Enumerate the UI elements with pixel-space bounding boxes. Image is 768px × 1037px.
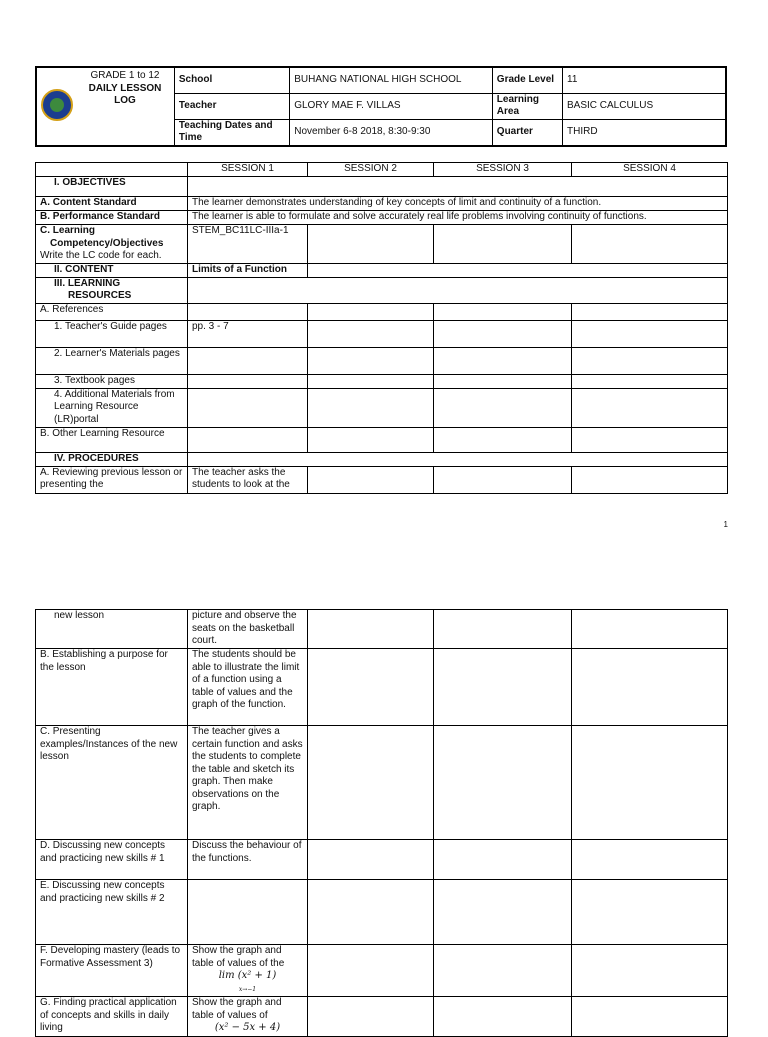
page-2	[0, 572, 768, 1033]
session-4-header: SESSION 4	[572, 163, 728, 177]
procedure-a-label-cont: new lesson	[36, 610, 188, 649]
objectives-heading: I. OBJECTIVES	[36, 177, 188, 197]
procedure-a-value-cont: picture and observe the seats on the basketball court.	[188, 610, 308, 649]
competency-label-line-1: C. Learning	[40, 225, 96, 236]
session-2-header: SESSION 2	[308, 163, 434, 177]
lesson-table	[35, 162, 728, 494]
other-resource-label: B. Other Learning Resource	[36, 427, 188, 452]
procedures-heading: IV. PROCEDURES	[36, 452, 188, 466]
procedure-g-text: Show the graph and table of values of	[192, 997, 282, 1021]
resources-heading-line-2: RESOURCES	[68, 290, 132, 301]
procedure-c-value: The teacher gives a certain function and asks the students to complete the table and sketch its graph. Then make observations on the graph.	[188, 726, 308, 840]
dates-label: Teaching Dates and Time	[174, 119, 289, 146]
procedure-d-label: D. Discussing new concepts and practicing new skills # 1	[36, 840, 188, 880]
session-1-header: SESSION 1	[188, 163, 308, 177]
resources-heading-line-1: III. LEARNING	[54, 277, 121, 289]
procedure-f-value	[188, 945, 308, 997]
resources-heading	[36, 277, 188, 303]
competency-code: STEM_BC11LC-IIIa-1	[188, 225, 308, 264]
school-value: BUHANG NATIONAL HIGH SCHOOL	[290, 67, 493, 93]
textbook-label: 3. Textbook pages	[36, 374, 188, 388]
competency-label-line-2: Competency/Objectives	[50, 237, 164, 249]
limit-expression: lim (x² + 1) x→−1	[218, 970, 277, 993]
procedure-a-value: The teacher asks the students to look at the	[188, 466, 308, 493]
teachers-guide-value: pp. 3 - 7	[188, 320, 308, 347]
teacher-value: GLORY MAE F. VILLAS	[290, 93, 493, 119]
grade-value: 11	[563, 67, 727, 93]
blank-corner	[36, 163, 188, 177]
dll-title	[76, 67, 174, 146]
deped-seal-icon	[41, 89, 73, 121]
teachers-guide-label: 1. Teacher's Guide pages	[36, 320, 188, 347]
page-gap	[0, 535, 768, 572]
content-standard-value: The learner demonstrates understanding of key concepts of limit and continuity of a function.	[188, 197, 728, 211]
area-label: Learning Area	[492, 93, 562, 119]
content-value: Limits of a Function	[188, 263, 308, 277]
teacher-label: Teacher	[174, 93, 289, 119]
procedure-e-label: E. Discussing new concepts and practicing new skills # 2	[36, 880, 188, 945]
learners-materials-label: 2. Learner's Materials pages	[36, 347, 188, 374]
procedure-b-label: B. Establishing a purpose for the lesson	[36, 649, 188, 726]
header-table	[35, 66, 727, 147]
procedure-f-text: Show the graph and table of values of the	[192, 945, 285, 969]
references-label: A. References	[36, 303, 188, 320]
deped-seal-cell	[36, 67, 76, 146]
procedure-a-label: A. Reviewing previous lesson or presenting the	[36, 466, 188, 493]
grade-label: Grade Level	[492, 67, 562, 93]
procedure-f-label: F. Developing mastery (leads to Formative Assessment 3)	[36, 945, 188, 997]
dates-value: November 6-8 2018, 8:30-9:30	[290, 119, 493, 146]
procedure-g-label: G. Finding practical application of concepts and skills in daily living	[36, 997, 188, 1037]
performance-standard-value: The learner is able to formulate and solve accurately real life problems involving continuity of functions.	[188, 211, 728, 225]
procedure-g-value	[188, 997, 308, 1037]
school-label: School	[174, 67, 289, 93]
area-value: BASIC CALCULUS	[563, 93, 727, 119]
competency-note: Write the LC code for each.	[40, 250, 162, 261]
procedure-b-value: The students should be able to illustrate the limit of a function using a table of values and the graph of the function.	[188, 649, 308, 726]
lesson-table-continued	[35, 609, 728, 1037]
quarter-label: Quarter	[492, 119, 562, 146]
content-standard-label: A. Content Standard	[36, 197, 188, 211]
title-line-2: DAILY LESSON	[88, 82, 162, 94]
session-3-header: SESSION 3	[434, 163, 572, 177]
function-expression: (x² − 5x + 4)	[214, 1022, 281, 1033]
title-line-3: LOG	[114, 95, 136, 106]
additional-materials-label: 4. Additional Materials from Learning Resource (LR)portal	[36, 388, 188, 427]
title-line-1: GRADE 1 to 12	[90, 70, 160, 81]
objectives-blank	[188, 177, 728, 197]
competency-label	[36, 225, 188, 264]
procedure-d-value: Discuss the behaviour of the functions.	[188, 840, 308, 880]
performance-standard-label: B. Performance Standard	[36, 211, 188, 225]
content-heading: II. CONTENT	[36, 263, 188, 277]
procedure-c-label: C. Presenting examples/Instances of the new lesson	[36, 726, 188, 840]
quarter-value: THIRD	[563, 119, 727, 146]
page-number: 1	[723, 520, 728, 529]
